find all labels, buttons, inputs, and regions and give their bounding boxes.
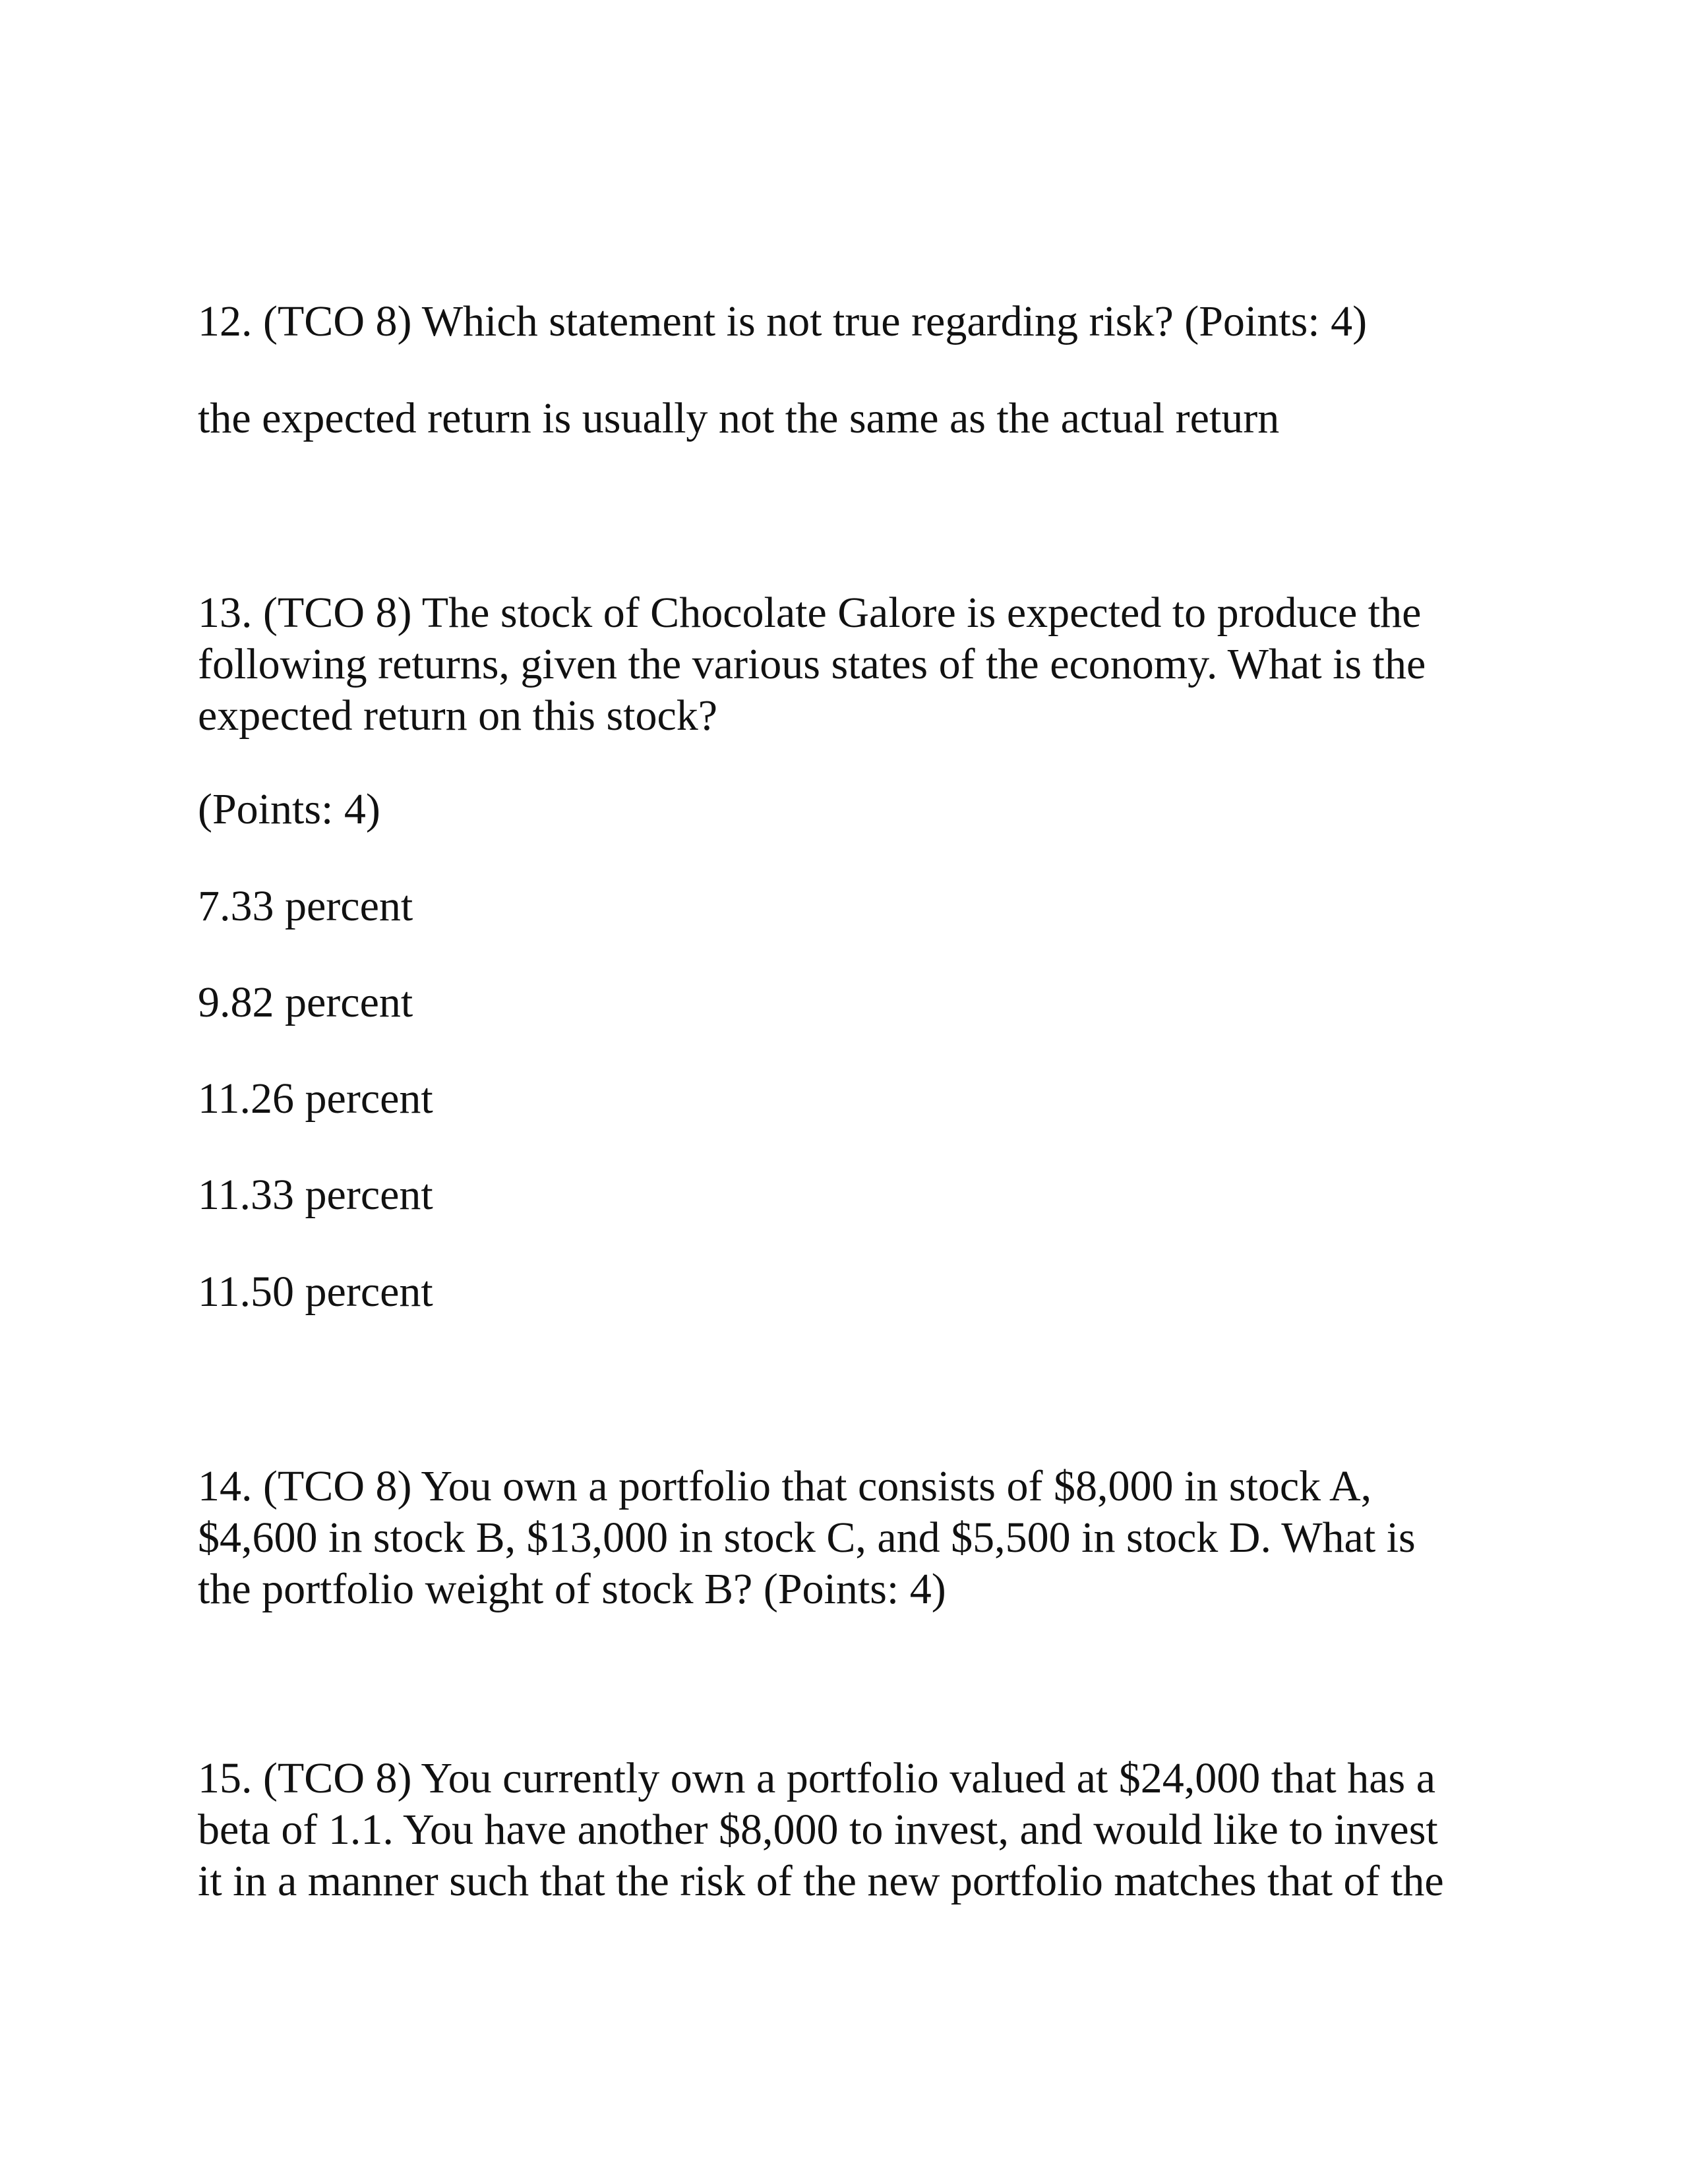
question-13-option: 11.26 percent [198, 1075, 433, 1123]
question-13-option: 11.33 percent [198, 1171, 433, 1219]
question-15-line-2: beta of 1.1. You have another $8,000 to invest, and would like to invest [198, 1806, 1438, 1854]
question-13-line-2: following returns, given the various states of the economy. What is the [198, 640, 1426, 688]
question-13-line-1: 13. (TCO 8) The stock of Chocolate Galore is expected to produce the [198, 589, 1422, 637]
question-15-line-3: it in a manner such that the risk of the new portfolio matches that of the [198, 1857, 1444, 1905]
question-13-text [198, 587, 1426, 742]
question-13-line-3: expected return on this stock? [198, 692, 718, 740]
question-15-line-1: 15. (TCO 8) You currently own a portfolio valued at $24,000 that has a [198, 1754, 1436, 1802]
question-13-option: 11.50 percent [198, 1268, 433, 1316]
question-13-option: 9.82 percent [198, 978, 413, 1026]
question-13-option: 7.33 percent [198, 882, 413, 930]
question-14-text [198, 1461, 1416, 1615]
question-15-text [198, 1753, 1444, 1907]
question-14-line-1: 14. (TCO 8) You own a portfolio that consists of $8,000 in stock A, [198, 1462, 1372, 1510]
question-13-points: (Points: 4) [198, 785, 380, 833]
question-12-text: 12. (TCO 8) Which statement is not true regarding risk? (Points: 4) [198, 297, 1368, 345]
question-14-line-3: the portfolio weight of stock B? (Points: 4) [198, 1565, 946, 1613]
question-12-answer: the expected return is usually not the same as the actual return [198, 394, 1280, 442]
question-14-line-2: $4,600 in stock B, $13,000 in stock C, and $5,500 in stock D. What is [198, 1514, 1416, 1562]
